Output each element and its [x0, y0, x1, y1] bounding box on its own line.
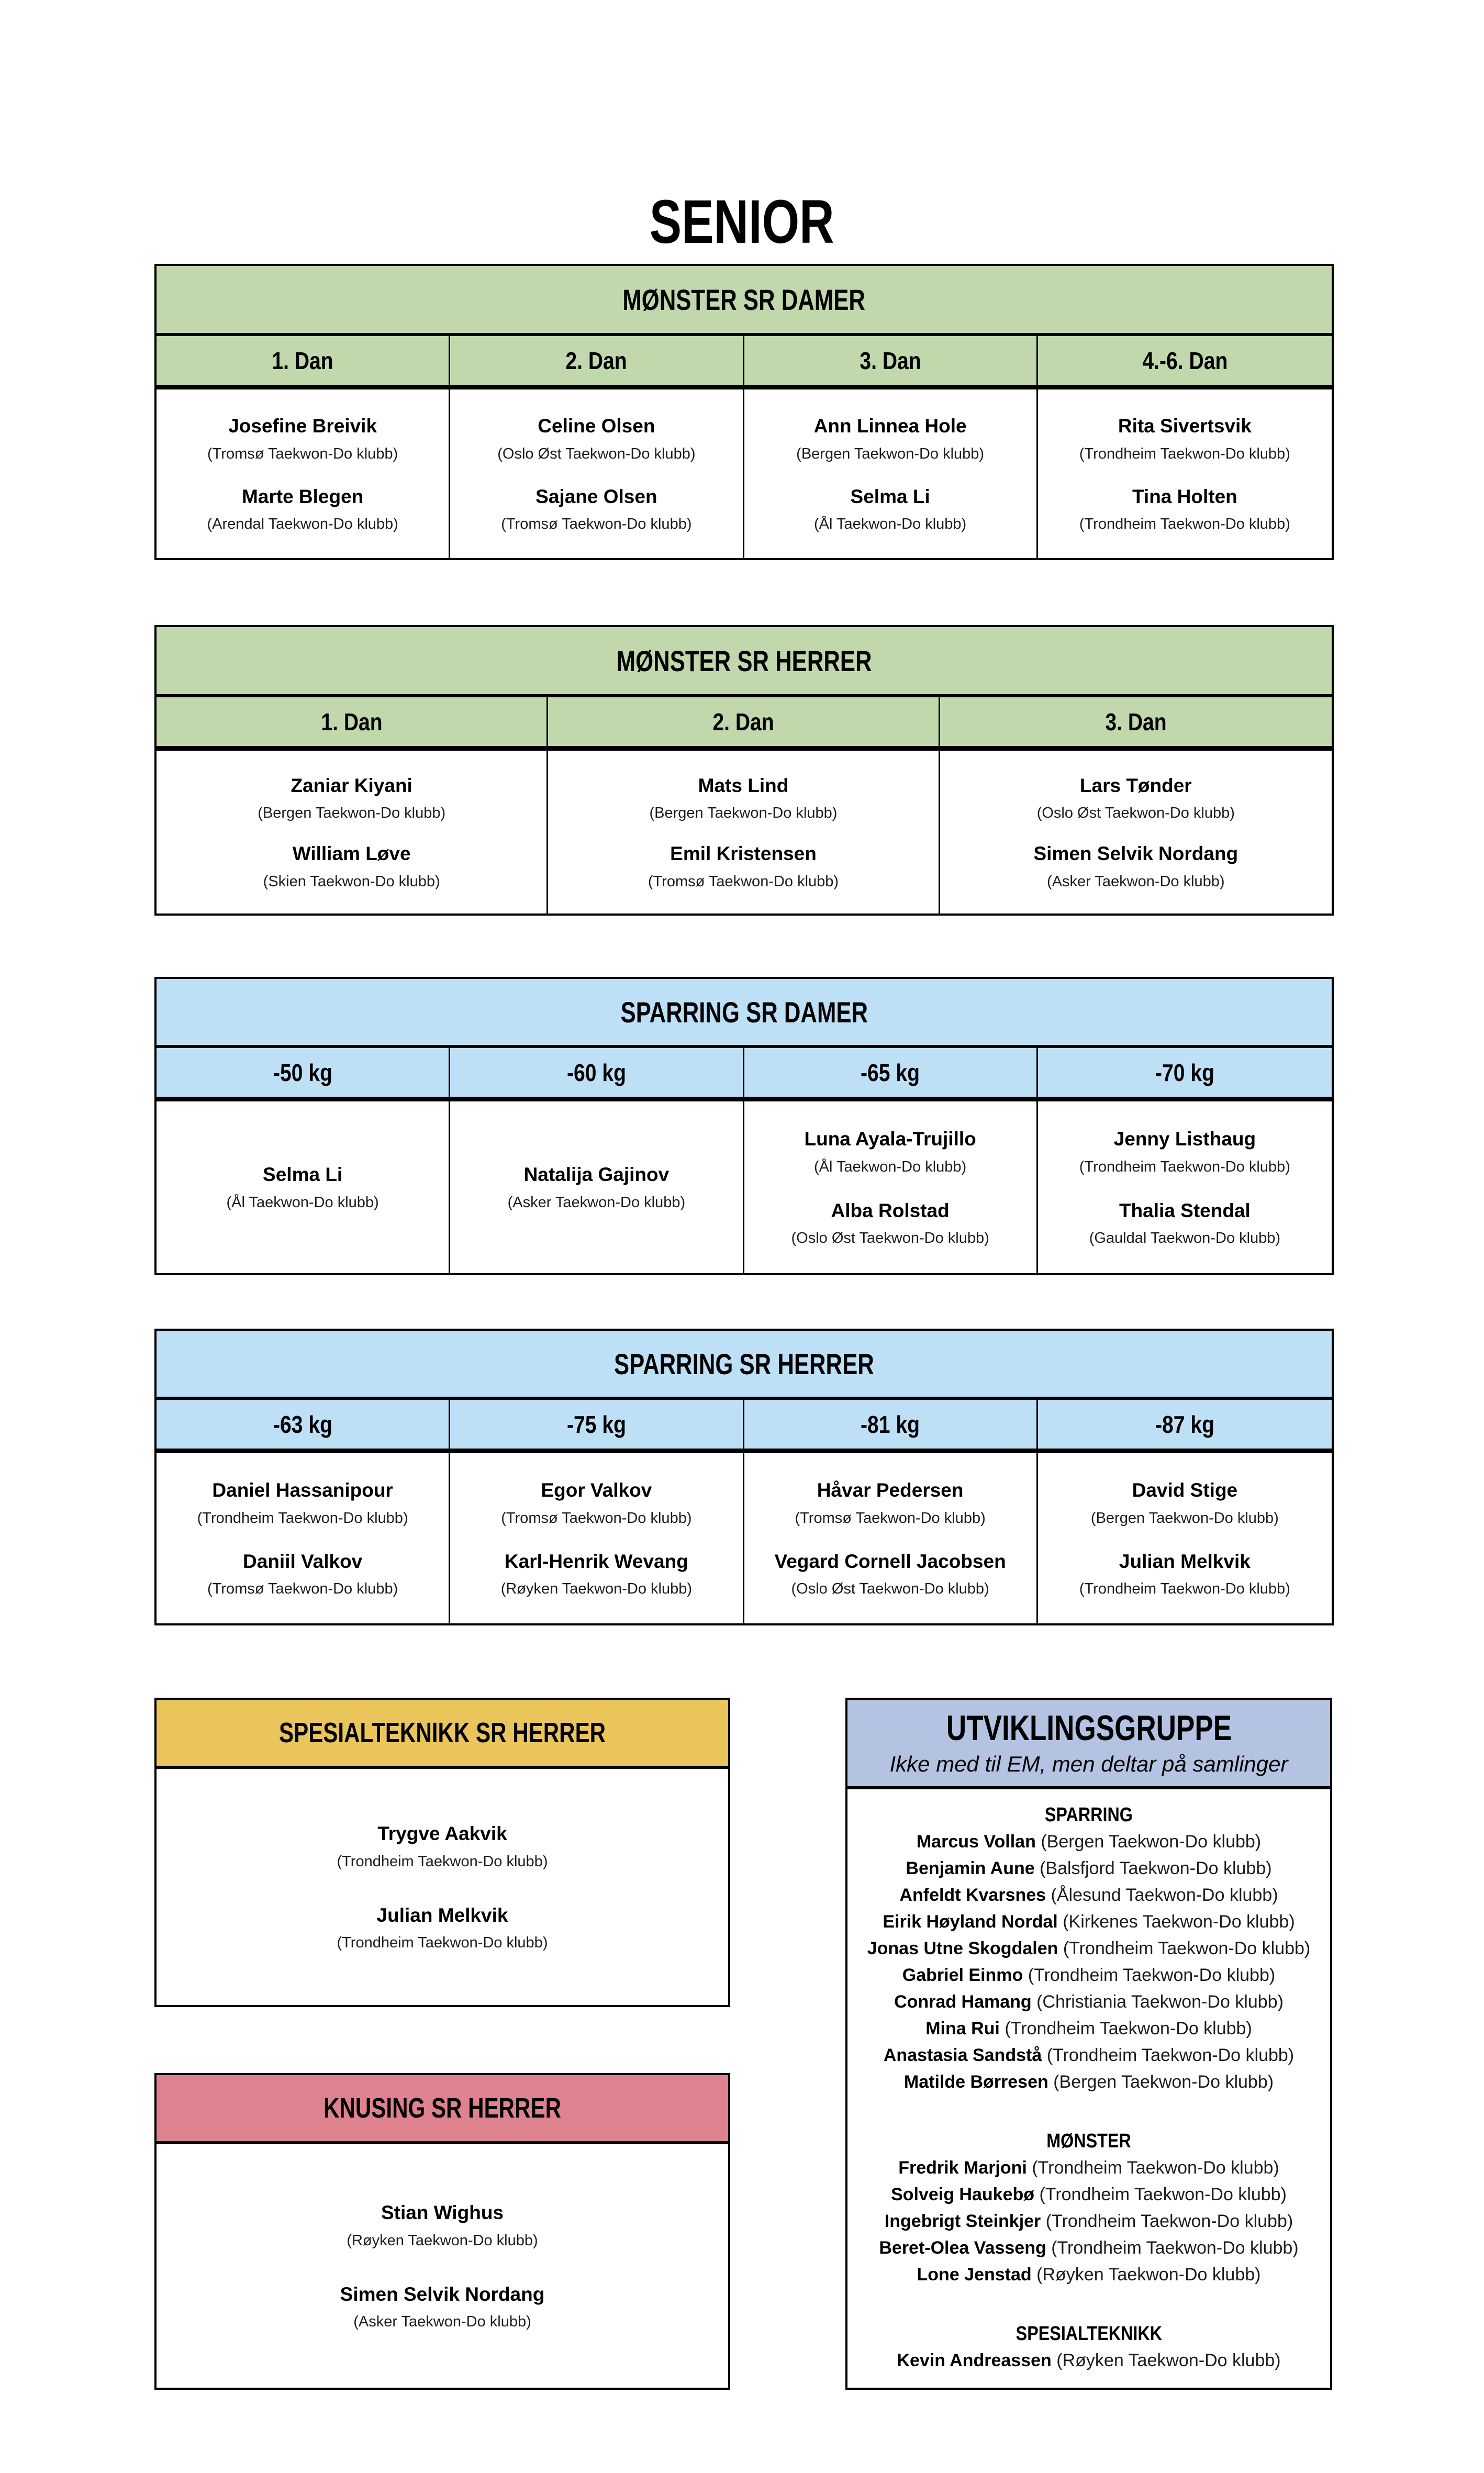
athlete-club: (Røyken Taekwon-Do klubb): [1036, 2265, 1261, 2285]
table-body: [157, 1453, 1332, 1623]
athlete-name: Rita Sivertsvik: [1118, 415, 1252, 437]
athlete-club: (Trondheim Taekwon-Do klubb): [197, 1509, 408, 1527]
column-header: [548, 697, 940, 746]
roster-table-sparring-sr-herrer: [154, 1329, 1334, 1625]
athlete-club: (Tromsø Taekwon-Do klubb): [501, 1509, 692, 1527]
table-column-header-row: [157, 697, 1332, 751]
athlete-entry: [1079, 485, 1290, 533]
column-header: [1038, 1048, 1332, 1097]
athlete-name: Marcus Vollan: [916, 1832, 1036, 1852]
athlete-club: (Trondheim Taekwon-Do klubb): [337, 1853, 548, 1870]
development-section-heading: [847, 1802, 1330, 1829]
athlete-cell: [548, 751, 940, 914]
athlete-cell: [1038, 389, 1332, 558]
athlete-name: Simen Selvik Nordang: [340, 2283, 545, 2305]
athlete-club: (Trondheim Taekwon-Do klubb): [1079, 1580, 1290, 1597]
development-group-header: [847, 1700, 1330, 1789]
athlete-name: Selma Li: [263, 1164, 343, 1186]
page-title-text: SENIOR: [650, 187, 834, 257]
athlete-entry: [1079, 1127, 1290, 1176]
athlete-club: (Trondheim Taekwon-Do klubb): [1051, 2238, 1299, 2258]
column-header-text: 4.-6. Dan: [1142, 347, 1228, 374]
athlete-cell: [157, 389, 450, 558]
athlete-name: Vegard Cornell Jacobsen: [774, 1550, 1006, 1572]
column-header: [157, 1400, 450, 1449]
development-group-box: [845, 1698, 1332, 2390]
dev-group-member: [847, 1935, 1330, 1962]
athlete-club: (Trondheim Taekwon-Do klubb): [1028, 1965, 1276, 1985]
dev-group-member: [847, 2262, 1330, 2288]
column-header: [744, 1048, 1038, 1097]
athlete-name: Mats Lind: [698, 774, 789, 796]
athlete-name: Conrad Hamang: [894, 1992, 1032, 2012]
athlete-club: (Oslo Øst Taekwon-Do klubb): [791, 1229, 989, 1246]
table-title-text: SPARRING SR DAMER: [620, 995, 868, 1029]
athlete-entry: [1079, 414, 1290, 463]
athlete-club: (Ål Taekwon-Do klubb): [226, 1194, 379, 1211]
athlete-name: Celine Olsen: [538, 415, 655, 437]
athlete-name: Natalija Gajinov: [523, 1164, 670, 1186]
development-section-heading: [847, 2321, 1330, 2347]
column-header-text: 3. Dan: [859, 347, 921, 374]
dev-group-member: [847, 2347, 1330, 2374]
athlete-cell: [450, 389, 744, 558]
athlete-club: (Ål Taekwon-Do klubb): [814, 1158, 967, 1175]
athlete-name: William Løve: [292, 843, 411, 865]
athlete-club: (Trondheim Taekwon-Do klubb): [337, 1934, 548, 1951]
table-body: [157, 389, 1332, 558]
athlete-club: (Bergen Taekwon-Do klubb): [796, 445, 985, 462]
table-body: [157, 751, 1332, 914]
athlete-cell: [744, 1453, 1038, 1623]
development-section-sparring: [847, 1802, 1330, 2096]
athlete-club: (Tromsø Taekwon-Do klubb): [795, 1509, 986, 1527]
dev-group-member: [847, 1855, 1330, 1882]
athlete-club: (Røyken Taekwon-Do klubb): [347, 2232, 538, 2249]
athlete-name: Daniil Valkov: [242, 1550, 363, 1572]
athlete-name: Ann Linnea Hole: [813, 415, 967, 437]
event-box-title-text: SPESIALTEKNIKK SR HERRER: [278, 1717, 606, 1748]
athlete-cell: [1038, 1453, 1332, 1623]
table-title-text: MØNSTER SR HERRER: [616, 644, 872, 677]
athlete-entry: [1037, 774, 1235, 822]
athlete-entry: [501, 1550, 692, 1598]
athlete-entry: [340, 2282, 545, 2331]
column-header: [744, 1400, 1038, 1449]
athlete-name: Eirik Høyland Nordal: [883, 1912, 1058, 1932]
athlete-cell: [450, 1453, 744, 1623]
athlete-name: Thalia Stendal: [1119, 1199, 1251, 1221]
athlete-cell: [940, 751, 1332, 914]
athlete-club: (Tromsø Taekwon-Do klubb): [207, 1580, 398, 1597]
table-title: [157, 266, 1332, 336]
athlete-entry: [1091, 1478, 1279, 1527]
development-group-subtitle: Ikke med til EM, men deltar på samlinger: [889, 1752, 1288, 1777]
athlete-entry: [501, 1478, 691, 1527]
dev-group-member: [847, 1962, 1330, 1989]
athlete-name: Daniel Hassanipour: [212, 1479, 393, 1501]
athlete-name: Tina Holten: [1132, 485, 1237, 507]
athlete-club: (Asker Taekwon-Do klubb): [353, 2313, 531, 2330]
athlete-name: Alba Rolstad: [831, 1199, 950, 1221]
athlete-name: Mina Rui: [925, 2019, 1000, 2038]
athlete-entry: [796, 414, 984, 463]
athlete-name: Julian Melkvik: [1119, 1550, 1251, 1572]
event-box-body: [157, 2144, 728, 2388]
table-title-text: SPARRING SR HERRER: [614, 1347, 874, 1380]
athlete-club: (Christiania Taekwon-Do klubb): [1036, 1992, 1284, 2012]
athlete-name: Zaniar Kiyani: [291, 774, 412, 796]
athlete-entry: [814, 485, 966, 533]
dev-group-member: [847, 1882, 1330, 1909]
table-column-header-row: [157, 336, 1332, 389]
athlete-club: (Trondheim Taekwon-Do klubb): [1079, 515, 1290, 532]
dev-group-member: [847, 2235, 1330, 2262]
athlete-club: (Balsfjord Taekwon-Do klubb): [1040, 1858, 1272, 1878]
column-header: [157, 1048, 450, 1097]
table-column-header-row: [157, 1400, 1332, 1453]
athlete-club: (Tromsø Taekwon-Do klubb): [501, 515, 692, 532]
athlete-name: David Stige: [1132, 1479, 1238, 1501]
column-header: [940, 697, 1332, 746]
column-header-text: -75 kg: [566, 1410, 626, 1438]
athlete-entry: [258, 774, 445, 822]
athlete-entry: [501, 485, 691, 533]
event-box-body: [157, 1769, 728, 2005]
development-section-heading-text: MØNSTER: [1046, 2130, 1131, 2152]
athlete-club: (Bergen Taekwon-Do klubb): [1090, 1509, 1279, 1527]
development-group-title: [906, 1710, 1272, 1747]
column-header: [744, 336, 1038, 385]
athlete-club: (Bergen Taekwon-Do klubb): [1053, 2072, 1274, 2092]
dev-group-member: [847, 1829, 1330, 1855]
athlete-entry: [1079, 1550, 1290, 1598]
athlete-entry: [497, 414, 695, 463]
athlete-cell: [157, 1101, 450, 1273]
athlete-cell: [157, 1453, 450, 1623]
athlete-cell: [157, 751, 548, 914]
column-header-text: -81 kg: [861, 1410, 920, 1438]
athlete-name: Lars Tønder: [1079, 774, 1192, 796]
athlete-entry: [508, 1163, 686, 1211]
athlete-club: (Bergen Taekwon-Do klubb): [1041, 1832, 1262, 1852]
column-header-text: -50 kg: [273, 1059, 332, 1086]
dev-group-member: [847, 2155, 1330, 2181]
athlete-entry: [775, 1550, 1006, 1598]
event-box-spesialteknikk-sr-herrer: [154, 1698, 730, 2007]
column-header-text: -60 kg: [566, 1059, 626, 1086]
athlete-club: (Gauldal Taekwon-Do klubb): [1089, 1229, 1281, 1246]
table-body: [157, 1101, 1332, 1273]
development-group-body: [847, 1789, 1330, 2388]
athlete-name: Anastasia Sandstå: [883, 2045, 1042, 2065]
athlete-entry: [795, 1478, 986, 1527]
athlete-club: (Arendal Taekwon-Do klubb): [207, 515, 398, 532]
athlete-club: (Trondheim Taekwon-Do klubb): [1079, 445, 1290, 462]
column-header-text: 2. Dan: [712, 708, 774, 736]
athlete-name: Josefine Breivik: [228, 415, 377, 437]
athlete-club: (Trondheim Taekwon-Do klubb): [1063, 1939, 1311, 1958]
event-box-title: [157, 1700, 728, 1769]
event-box-knusing-sr-herrer: [154, 2073, 730, 2390]
athlete-entry: [791, 1199, 989, 1247]
athlete-club: (Bergen Taekwon-Do klubb): [258, 804, 446, 821]
table-title: [157, 979, 1332, 1048]
column-header: [157, 697, 548, 746]
dev-group-member: [847, 2069, 1330, 2096]
dev-group-member: [847, 1909, 1330, 1935]
column-header: [157, 336, 450, 385]
athlete-entry: [207, 414, 398, 463]
athlete-name: Beret-Olea Vasseng: [879, 2238, 1046, 2258]
athlete-name: Håvar Pedersen: [817, 1479, 964, 1501]
athlete-club: (Trondheim Taekwon-Do klubb): [1079, 1158, 1290, 1175]
athlete-club: (Trondheim Taekwon-Do klubb): [1046, 2045, 1295, 2065]
athlete-entry: [207, 485, 398, 533]
column-header-text: 3. Dan: [1105, 708, 1167, 736]
development-section-spesialteknikk: [847, 2321, 1330, 2374]
dev-group-member: [847, 2181, 1330, 2208]
event-box-title: [157, 2075, 728, 2144]
athlete-club: (Trondheim Taekwon-Do klubb): [1032, 2158, 1279, 2178]
athlete-name: Simen Selvik Nordang: [1033, 843, 1238, 865]
athlete-club: (Trondheim Taekwon-Do klubb): [1039, 2185, 1287, 2204]
athlete-cell: [450, 1101, 744, 1273]
table-title: [157, 627, 1332, 697]
column-header: [1038, 336, 1332, 385]
athlete-name: Ingebrigt Steinkjer: [884, 2211, 1041, 2231]
athlete-entry: [347, 2201, 538, 2249]
athlete-club: (Tromsø Taekwon-Do klubb): [648, 873, 839, 890]
athlete-entry: [1033, 842, 1238, 890]
dev-group-member: [847, 2208, 1330, 2235]
roster-table-monster-sr-damer: [154, 264, 1334, 560]
athlete-entry: [337, 1822, 548, 1870]
athlete-entry: [227, 1163, 379, 1211]
athlete-name: Anfeldt Kvarsnes: [899, 1885, 1046, 1905]
column-header-text: 2. Dan: [565, 347, 628, 374]
column-header: [1038, 1400, 1332, 1449]
athlete-club: (Røyken Taekwon-Do klubb): [500, 1580, 693, 1597]
athlete-name: Luna Ayala-Trujillo: [804, 1128, 976, 1150]
roster-table-sparring-sr-damer: [154, 977, 1334, 1275]
athlete-name: Sajane Olsen: [535, 485, 657, 507]
athlete-entry: [805, 1127, 976, 1176]
athlete-name: Matilde Børresen: [903, 2072, 1048, 2092]
column-header-text: -70 kg: [1155, 1059, 1214, 1086]
athlete-name: Jonas Utne Skogdalen: [867, 1939, 1058, 1958]
athlete-club: (Oslo Øst Taekwon-Do klubb): [791, 1580, 989, 1597]
athlete-name: Solveig Haukebø: [891, 2185, 1035, 2204]
column-header-text: -65 kg: [861, 1059, 920, 1086]
athlete-name: Lone Jenstad: [917, 2265, 1032, 2285]
athlete-cell: [1038, 1101, 1332, 1273]
dev-group-member: [847, 1989, 1330, 2015]
athlete-club: (Oslo Øst Taekwon-Do klubb): [1036, 804, 1235, 821]
table-column-header-row: [157, 1048, 1332, 1101]
athlete-name: Egor Valkov: [541, 1479, 652, 1501]
athlete-entry: [337, 1903, 548, 1952]
athlete-name: Emil Kristensen: [670, 843, 817, 865]
athlete-club: (Trondheim Taekwon-Do klubb): [1005, 2019, 1252, 2038]
column-header: [450, 1400, 744, 1449]
dev-group-member: [847, 2015, 1330, 2042]
athlete-name: Trygve Aakvik: [377, 1823, 507, 1845]
athlete-name: Kevin Andreassen: [897, 2351, 1052, 2370]
athlete-name: Jenny Listhaug: [1113, 1128, 1256, 1150]
event-box-title-text: KNUSING SR HERRER: [323, 2092, 562, 2124]
athlete-name: Stian Wighus: [381, 2202, 504, 2224]
roster-table-monster-sr-herrer: [154, 625, 1334, 916]
athlete-name: Benjamin Aune: [906, 1858, 1035, 1878]
column-header-text: 1. Dan: [272, 347, 333, 374]
development-section-heading-text: SPESIALTEKNIKK: [1016, 2323, 1162, 2345]
athlete-club: (Trondheim Taekwon-Do klubb): [1045, 2211, 1293, 2231]
athlete-name: Fredrik Marjoni: [898, 2158, 1027, 2178]
page-title: [0, 187, 1484, 258]
development-section-monster: [847, 2128, 1330, 2288]
athlete-club: (Asker Taekwon-Do klubb): [1047, 873, 1225, 890]
athlete-name: Julian Melkvik: [376, 1904, 508, 1926]
column-header: [450, 1048, 744, 1097]
athlete-entry: [1089, 1199, 1280, 1247]
athlete-name: Gabriel Einmo: [902, 1965, 1023, 1985]
development-group-title-text: UTVIKLINGSGRUPPE: [946, 1708, 1232, 1748]
athlete-cell: [744, 1101, 1038, 1273]
athlete-entry: [648, 842, 839, 890]
athlete-club: (Røyken Taekwon-Do klubb): [1056, 2351, 1281, 2370]
athlete-entry: [650, 774, 838, 822]
column-header: [450, 336, 744, 385]
column-header-text: 1. Dan: [320, 708, 383, 736]
column-header-text: -87 kg: [1155, 1410, 1214, 1438]
athlete-name: Karl-Henrik Wevang: [504, 1550, 688, 1572]
athlete-entry: [263, 842, 440, 890]
table-title: [157, 1331, 1332, 1400]
athlete-cell: [744, 389, 1038, 558]
athlete-club: (Bergen Taekwon-Do klubb): [649, 804, 838, 821]
athlete-club: (Kirkenes Taekwon-Do klubb): [1063, 1912, 1295, 1932]
athlete-club: (Ålesund Taekwon-Do klubb): [1051, 1885, 1278, 1905]
athlete-name: Selma Li: [850, 485, 930, 507]
athlete-name: Marte Blegen: [241, 485, 364, 507]
athlete-club: (Skien Taekwon-Do klubb): [263, 873, 440, 890]
development-section-heading-text: SPARRING: [1044, 1804, 1133, 1826]
athlete-entry: [197, 1478, 408, 1527]
development-section-heading: [847, 2128, 1330, 2155]
athlete-club: (Asker Taekwon-Do klubb): [507, 1194, 686, 1211]
athlete-club: (Ål Taekwon-Do klubb): [814, 515, 967, 532]
column-header-text: -63 kg: [273, 1410, 332, 1438]
athlete-club: (Tromsø Taekwon-Do klubb): [207, 445, 398, 462]
table-title-text: MØNSTER SR DAMER: [622, 283, 866, 316]
dev-group-member: [847, 2042, 1330, 2069]
athlete-club: (Oslo Øst Taekwon-Do klubb): [497, 445, 696, 462]
athlete-entry: [207, 1550, 398, 1598]
